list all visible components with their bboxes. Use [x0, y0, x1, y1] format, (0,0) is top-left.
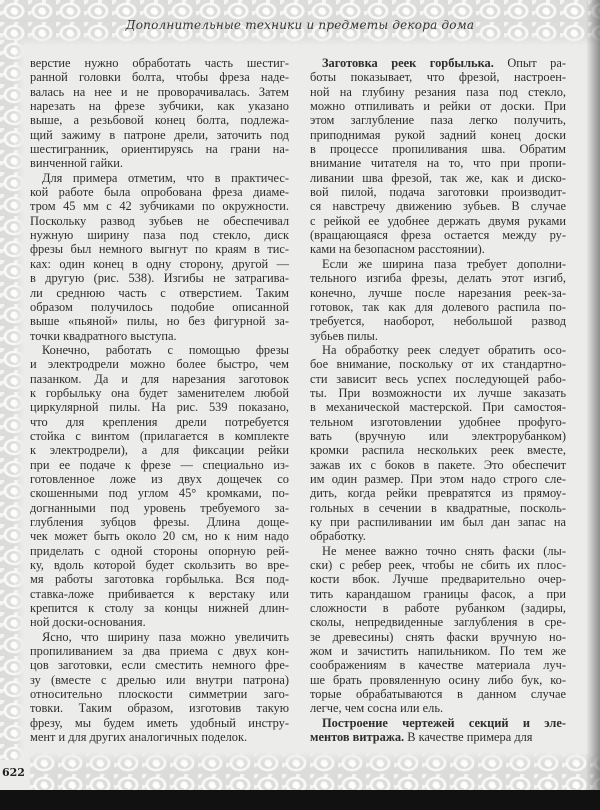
text-line: приподнимая рукой задний конец доски [310, 127, 566, 142]
text-line: выше «пьяной» пилы, но без фигурной за- [30, 314, 289, 329]
text-line: в механической мастерской. При самостоя- [310, 400, 566, 415]
text-line: сложности в работе рубанком (задиры, [310, 601, 566, 616]
text-line: сти зависит весь успех последующей рабо- [310, 371, 566, 386]
text-line: тельного изгиба фрезы, делать этот изгиб, [310, 271, 566, 286]
text-line: ливании шва фрезой, так же, как и диско- [310, 170, 566, 185]
text-line: кромки распила нескольких реек вместе, [310, 443, 566, 458]
text-line: к электродрели), а для фиксации рейки [30, 443, 289, 458]
text-line [310, 730, 566, 744]
page-number: 622 [2, 766, 25, 779]
text-line: скошенными под углом 45° кромками, по- [30, 486, 289, 501]
text-line: догнанными под уровень требуемого за- [30, 500, 289, 515]
text-line: зажав их с боков в пакете. Это обеспечит [310, 457, 566, 472]
text-line: к горбыльку она будет заменителем любой [30, 385, 289, 400]
text-line: этом заглубление паза легко получить, [310, 113, 566, 128]
text-line [310, 716, 566, 730]
paragraph [310, 716, 566, 745]
text-line: им один размер. При этом надо строго сле- [310, 471, 566, 486]
text-line [310, 56, 566, 70]
text-line: товки. Таким образом, изготовив такую [30, 701, 289, 716]
text-line: ной на глубину резания паза под стекло, [310, 84, 566, 99]
text-line: кости вбок. Лучше предварительно очер- [310, 572, 566, 587]
text-line: при ее подаче к фрезе — специально из- [30, 457, 289, 472]
paragraph [310, 544, 566, 716]
text-line: в процессе пропиливания шва. Обратим [310, 142, 566, 157]
text-run: Опыт ра- [493, 56, 566, 70]
text-line: ставка-ложе прибивается к верстаку или [30, 586, 289, 601]
text-line: ше брать провяленную осину либо бук, ко- [310, 672, 566, 687]
paragraph [310, 257, 566, 343]
text-line: сколы, непредвиденные заглубления в сре- [310, 615, 566, 630]
text-line: боты показывает, что фрезой, настроен- [310, 70, 566, 85]
text-line: выше, а резьбовой конец болта, подлежа- [30, 113, 289, 128]
text-line: Не менее важно точно снять фаски (лы- [322, 543, 566, 558]
text-line: Поскольку развод зубьев не обеспечивал [30, 213, 289, 228]
text-line: требуется, наоборот, небольшой развод [310, 314, 566, 329]
text-line: приделать с одной стороны опорную рей- [30, 543, 289, 558]
text-line: внимание читателя на то, что при пропи- [310, 156, 566, 171]
text-line: жом и зачистить напильником. По тем же [310, 644, 566, 659]
scan-edge [0, 790, 600, 810]
text-line: тить карандашом границы фасок, а при [310, 586, 566, 601]
text-line: Конечно, работать с помощью фрезы [42, 342, 289, 357]
text-line: с рейкой ее удобнее держать двумя руками [310, 213, 566, 228]
text-run: В качестве примера для [404, 730, 533, 745]
text-line: винченной гайки. [30, 156, 123, 171]
text-line: фрезу, мы будем иметь удобный инстру- [30, 715, 289, 730]
text-line: ках: один конец в одну сторону, другой — [30, 256, 289, 271]
text-line: шестигранник, ориентируясь на грани на- [30, 142, 289, 157]
text-line: Если же ширина паза требует дополни- [322, 256, 566, 271]
text-line: циркулярной пилы. На рис. 539 показано, [30, 400, 289, 415]
bold-heading: Заготовка реек горбылька. [322, 56, 494, 70]
lace-border-bottom [30, 752, 600, 790]
running-title: Дополнительные техники и предметы декора дома [125, 18, 475, 32]
text-line: гольных в сечении в квадратные, посколь- [310, 500, 566, 515]
text-line: в другую (рис. 538). Изгибы не затрагива- [30, 271, 289, 286]
book-gutter-shadow [586, 0, 600, 790]
text-line: мент и для других аналогичных поделок. [30, 730, 248, 745]
text-line: зу (вместе с дрелью или внутри патрона) [30, 672, 289, 687]
bold-heading: Построение чертежей секций и эле- [322, 715, 566, 730]
text-line: вать (вручную или электрорубанком) [310, 428, 566, 443]
lace-border-left [0, 40, 24, 760]
text-line: стойка с винтом (прилагается в комплекте [30, 428, 289, 443]
text-line: что для крепления дрели потребуется [30, 414, 289, 429]
text-column-right [310, 56, 566, 745]
text-line: кой работе была опробована фреза диаме- [30, 185, 289, 200]
text-line: Для примера отметим, что в практичес- [42, 170, 289, 185]
text-line: легче, чем сосна или ель. [310, 701, 444, 716]
text-line: ранной головки болта, чтобы фреза наде- [30, 70, 289, 85]
text-line: зе древесины) снять фаски вручную но- [310, 629, 566, 644]
text-line: верстие нужно обработать часть шестиг- [30, 56, 289, 70]
text-line: образом получилось подобие описанной [30, 299, 289, 314]
text-line: бое внимание, поскольку от их стандартно- [310, 357, 566, 372]
text-line: пазанком. Да и для нарезания заготовок [30, 371, 289, 386]
text-line: готовленное ложе из двух дощечек со [30, 471, 289, 486]
text-line: зубьев пилы. [310, 328, 378, 343]
text-line: обработку. [310, 529, 366, 544]
text-column-left [30, 56, 289, 745]
text-line: вой пилой, подача заготовки производит- [310, 185, 566, 200]
text-line: чек может быть около 20 см, но к ним надо [30, 529, 289, 544]
text-line: тром 45 мм с 42 зубчиками по окружности. [30, 199, 289, 214]
text-line: нарезать на фрезе зубчики, как указано [30, 99, 289, 114]
text-line: ной доски-основания. [30, 615, 146, 630]
text-line: ку, вдоль которой будет скользить во вре- [30, 558, 289, 573]
text-line: мя работы заготовка горбылька. Вся под- [30, 572, 289, 587]
text-line: цов заготовки, если сместить немного фре- [30, 658, 289, 673]
text-line: щий зажиму в патроне дрели, заточить под [30, 127, 289, 142]
text-line: и электродрели можно более быстро, чем [30, 357, 289, 372]
text-line: конечно, лучше после нарезания реек-за- [310, 285, 566, 300]
text-line: ли среднюю часть с отверстием. Таким [30, 285, 289, 300]
text-line: глубления зубцов фрезы. Длина доще- [30, 515, 289, 529]
text-line: дить, когда рейки превратятся из прямоу- [310, 486, 566, 501]
bold-heading: ментов витража. [310, 730, 405, 745]
paragraph [30, 630, 289, 745]
text-line: пропиливанием за два приема с двух кон- [30, 644, 289, 659]
text-line: относительно плоскости симметрии заго- [30, 687, 289, 702]
text-line: нужную ширину паза под стекло, диск [30, 228, 289, 243]
text-line: соображениям в качестве материала луч- [310, 658, 566, 673]
paragraph [30, 56, 289, 171]
text-line: фрезы был немного выгнут по краям в тис- [30, 242, 289, 257]
text-line: Ясно, что ширину паза можно увеличить [42, 629, 289, 644]
text-line: тельном изготовлении удобнее профуго- [310, 414, 566, 429]
paragraph [310, 56, 566, 257]
text-line: можно отпиливать и рейки от доски. При [310, 99, 566, 114]
text-line: ски) с ребер реек, чтобы не сбить их плос- [310, 558, 566, 573]
text-line: ся навстречу движению зубьев. В случае [310, 199, 566, 214]
paragraph [310, 343, 566, 544]
text-line: крепится к столу за концы нижней длин- [30, 601, 289, 616]
text-line: ты. При возможности их лучше заказать [310, 385, 566, 400]
text-line: готовок, так как для долевого распила по- [310, 299, 566, 314]
text-line: точки квадратного выступа. [30, 328, 177, 343]
text-line: ками на безопасном расстоянии). [310, 242, 485, 257]
text-line: На обработку реек следует обратить осо- [322, 342, 566, 357]
text-line: (вращающаяся фреза остается между ру- [310, 228, 566, 243]
text-line: валась на нее и не проворачивалась. Затем [30, 84, 289, 99]
text-line: торые обрабатываются в данном случае [310, 687, 566, 702]
text-line: ку при распиливании им был дан запас на [310, 515, 566, 529]
paragraph [30, 343, 289, 630]
paragraph [30, 171, 289, 343]
